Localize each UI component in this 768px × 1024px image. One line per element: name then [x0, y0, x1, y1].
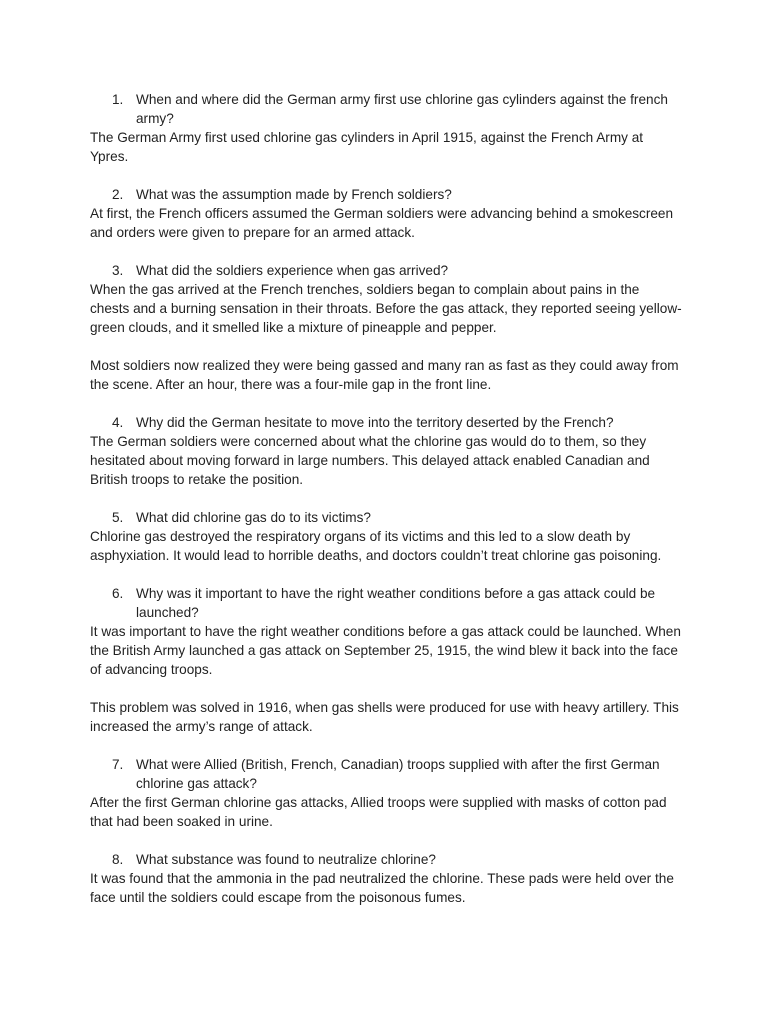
question-number: 6.	[112, 586, 124, 601]
answer-paragraph: At first, the French officers assumed the German soldiers were advancing behind a smokescreen and orders were given to prepare for an armed attack.	[90, 206, 674, 240]
answer-4	[90, 432, 682, 489]
question-number: 5.	[112, 510, 124, 525]
question-8	[90, 850, 682, 869]
question-number: 7.	[112, 757, 124, 772]
question-4	[90, 413, 682, 432]
question-number: 8.	[112, 852, 124, 867]
question-2	[90, 185, 682, 204]
qa-item-4	[90, 413, 682, 489]
question-number: 1.	[112, 92, 124, 107]
answer-paragraph: Chlorine gas destroyed the respiratory organs of its victims and this led to a slow death by asphyxiation. It would lead to horrible deaths, and doctors couldn’t treat chlorine gas poisoning.	[90, 529, 662, 563]
answer-8	[90, 869, 682, 907]
qa-item-7	[90, 755, 682, 831]
answer-2	[90, 204, 682, 242]
qa-item-1	[90, 90, 682, 166]
qa-item-2	[90, 185, 682, 242]
answer-paragraph: This problem was solved in 1916, when gas shells were produced for use with heavy artillery. This increased the army’s range of attack.	[90, 700, 679, 734]
answer-paragraph: Most soldiers now realized they were being gassed and many ran as fast as they could away from the scene. After an hour, there was a four-mile gap in the front line.	[90, 358, 679, 392]
question-5	[90, 508, 682, 527]
question-text: What were Allied (British, French, Canadian) troops supplied with after the first German chlorine gas attack?	[136, 757, 660, 791]
answer-7	[90, 793, 682, 831]
question-number: 3.	[112, 263, 124, 278]
question-text: What substance was found to neutralize chlorine?	[136, 852, 436, 867]
answer-paragraph: The German Army first used chlorine gas cylinders in April 1915, against the French Army at Ypres.	[90, 130, 644, 164]
answer-paragraph: It was found that the ammonia in the pad neutralized the chlorine. These pads were held over the face until the soldiers could escape from the poisonous fumes.	[90, 871, 674, 905]
question-text: Why was it important to have the right weather conditions before a gas attack could be launched?	[136, 586, 656, 620]
question-1	[90, 90, 682, 128]
question-3	[90, 261, 682, 280]
qa-item-5	[90, 508, 682, 565]
question-text: What was the assumption made by French soldiers?	[136, 187, 452, 202]
question-text: Why did the German hesitate to move into the territory deserted by the French?	[136, 415, 614, 430]
answer-3	[90, 280, 682, 394]
answer-paragraph: It was important to have the right weather conditions before a gas attack could be launched. When the British Army launched a gas attack on September 25, 1915, the wind blew it back into the face of advancing troops.	[90, 624, 681, 677]
question-text: What did the soldiers experience when gas arrived?	[136, 263, 449, 278]
answer-1	[90, 128, 682, 166]
question-text: When and where did the German army first use chlorine gas cylinders against the french army?	[136, 92, 668, 126]
answer-paragraph: The German soldiers were concerned about what the chlorine gas would do to them, so they hesitated about moving forward in large numbers. This delayed attack enabled Canadian and British troops to retake the position.	[90, 434, 650, 487]
question-6	[90, 584, 682, 622]
answer-5	[90, 527, 682, 565]
question-number: 2.	[112, 187, 124, 202]
qa-item-6	[90, 584, 682, 736]
answer-paragraph: After the first German chlorine gas attacks, Allied troops were supplied with masks of cotton pad that had been soaked in urine.	[90, 795, 667, 829]
answer-6	[90, 622, 682, 736]
question-7	[90, 755, 682, 793]
qa-item-3	[90, 261, 682, 394]
question-text: What did chlorine gas do to its victims?	[136, 510, 371, 525]
answer-paragraph: When the gas arrived at the French trenches, soldiers began to complain about pains in the chests and a burning sensation in their throats. Before the gas attack, they reported seeing yellow-green clouds, and it smelled like a mixture of pineapple and pepper.	[90, 282, 682, 335]
qa-item-8	[90, 850, 682, 907]
question-number: 4.	[112, 415, 124, 430]
